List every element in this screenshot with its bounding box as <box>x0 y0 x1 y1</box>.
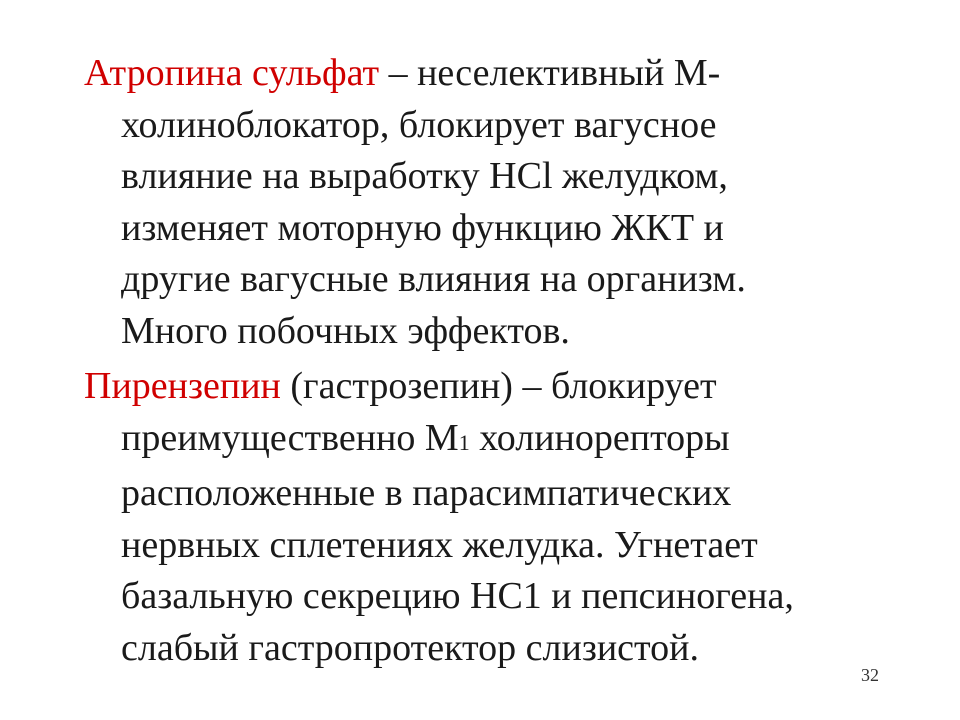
paragraph-atropine <box>84 48 884 357</box>
text-segment: (гастрозепин) – блокирует <box>280 365 717 407</box>
text-line: расположенные в парасимпатических <box>121 472 732 514</box>
text-segment: – неселективный М- <box>379 52 721 94</box>
text-segment: преимущественно М <box>121 416 459 459</box>
subscript-text: 1 <box>458 429 470 455</box>
text-line: холиноблокатор, блокирует вагусное <box>121 103 717 146</box>
text-line: другие вагусные влияния на организм. <box>121 258 746 300</box>
paragraph-pirenzepine <box>84 361 884 674</box>
page-number: 32 <box>861 665 879 685</box>
text-line: изменяет моторную функцию ЖКТ и <box>121 206 724 249</box>
text-line: влияние на выработку HCl желудком, <box>121 155 728 197</box>
text-line <box>84 361 884 413</box>
drug-term-pirenzepine: Пирензепин <box>84 365 281 407</box>
text-line <box>84 48 884 100</box>
text-segment: холинорепторы <box>469 416 730 459</box>
text-line: нервных сплетениях желудка. Угнетает <box>121 523 758 566</box>
drug-term-atropine: Атропина сульфат <box>84 52 380 94</box>
text-line: Много побочных эффектов. <box>121 309 570 352</box>
text-line <box>84 413 884 469</box>
text-line: базальную секрецию НС1 и пепсиногена, <box>121 575 794 617</box>
text-line: слабый гастропротектор слизистой. <box>121 626 699 669</box>
